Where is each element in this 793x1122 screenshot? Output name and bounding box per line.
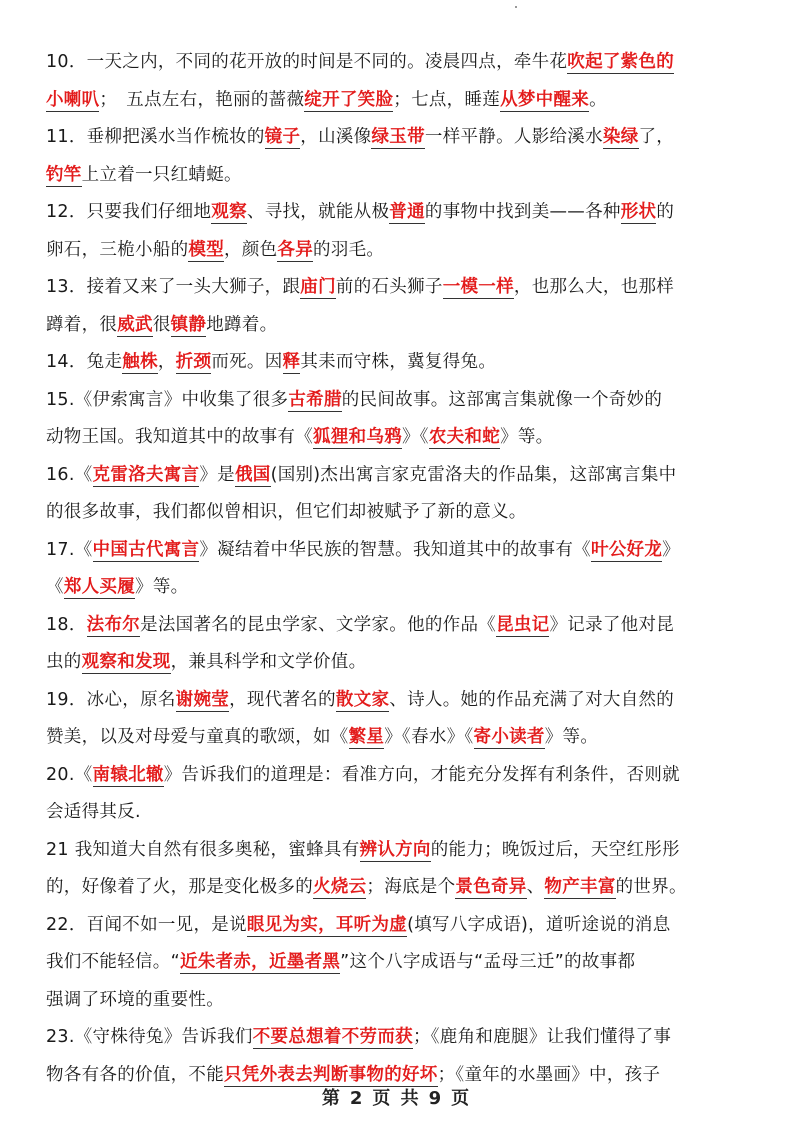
answer-blank: 火烧云 [313,877,367,897]
text-segment: 的民间故事。这部寓言集就像一个奇妙的 [341,389,663,410]
text-segment: ；《鹿角和鹿腿》让我们懂得了事 [412,1027,672,1047]
answer-blank: 古希腊 [288,389,342,410]
text-segment: ， [157,352,176,372]
answer-blank: 眼见为实，耳听为虚 [246,914,408,935]
text-segment: 的羽毛。 [313,239,385,260]
answer-blank: 谢婉莹 [175,689,230,710]
text-segment: 上立着一只红蜻蜓。 [81,164,242,185]
answer-blank: 繁星 [348,727,385,747]
answer-blank: 普通 [389,202,425,222]
text-segment: 10．一天之内，不同的花开放的时间是不同的。凌晨四点，牵牛花 [46,52,568,72]
answer-blank: 模型 [188,239,225,260]
text-line [46,307,752,345]
answer-blank: 折颈 [175,352,212,372]
text-segment: 13．接着又来了一头大狮子，跟 [46,277,301,297]
answer-blank: 绽开了笑脸 [304,89,394,110]
text-segment: 15.《伊索寓言》中收集了很多 [46,389,289,410]
text-segment: 23.《守株待兔》告诉我们 [46,1027,253,1047]
text-segment: 》等。 [135,577,189,597]
answer-blank: 小喇叭 [46,89,100,110]
text-segment: 一样平静。人影给溪水 [424,127,603,147]
text-segment: 19．冰心，原名 [46,689,176,710]
text-segment: 17.《 [46,539,93,560]
answer-blank: 镇静 [170,314,207,335]
text-segment: 而死。因 [211,352,283,372]
text-segment: 《 [46,577,64,597]
answer-blank: 各异 [277,239,314,260]
footer-middle: 页 共 [372,1088,421,1109]
text-segment: ； 五点左右，艳丽的蔷薇 [99,89,305,110]
text-segment: (国别)杰出寓言家克雷洛夫的作品集，这部寓言集中 [270,464,677,485]
answer-blank: 寄小读者 [473,727,545,747]
text-line [46,869,752,907]
answer-blank: 俄国 [234,464,271,485]
text-segment: 赞美，以及对母爱与童真的歌颂，如《 [46,727,349,747]
text-line [46,532,752,570]
answer-blank: 镜子 [264,127,301,147]
text-segment: 》 [662,539,680,560]
text-segment: ，颜色 [224,239,278,260]
text-line [46,644,752,682]
answer-blank: 吹起了紫色的 [567,52,675,72]
text-segment: 的世界。 [615,877,687,897]
text-segment: 很 [152,314,171,335]
text-line [46,157,752,195]
text-segment: 》记录了他对昆 [549,614,675,635]
text-segment: ，也那么大，也那样 [513,277,675,297]
text-segment: 前的石头狮子 [335,277,443,297]
text-line [46,1019,752,1057]
text-line [46,944,752,982]
text-segment: 是法国著名的昆虫学家、文学家。他的作品《 [140,614,497,635]
answer-blank: 克雷洛夫寓言 [92,464,200,485]
answer-blank: 法布尔 [86,614,141,635]
answer-blank: 染绿 [602,127,639,147]
answer-blank: 昆虫记 [496,614,550,635]
answer-blank: 钓竿 [46,164,82,185]
answer-blank: 威武 [117,314,153,335]
text-segment: 11．垂柳把溪水当作梳妆的 [46,127,265,147]
text-line [46,794,752,832]
text-segment: 的事物中找到美——各种 [424,202,621,222]
text-segment: 》是 [199,464,235,485]
answer-blank: 观察 [211,202,247,222]
answer-blank: 不要总想着不劳而获 [252,1027,413,1047]
footer-prefix: 第 [321,1088,342,1109]
answer-blank: 绿玉带 [371,127,425,147]
text-segment: 了， [638,127,675,147]
text-segment: 、诗人。她的作品充满了对大自然的 [389,689,675,710]
text-segment: 22．百闻不如一见，是说 [46,914,247,935]
text-segment: 》等。 [500,427,554,447]
answer-blank: 景色奇异 [455,877,527,897]
text-line [46,494,752,532]
footer-suffix: 页 [451,1088,472,1109]
text-segment: ，山溪像 [300,127,372,147]
text-line [46,419,752,457]
text-segment: ，现代著名的 [229,689,336,710]
answer-blank: 郑人买履 [63,577,136,597]
text-segment: 12．只要我们仔细地 [46,202,212,222]
text-segment: 》《春水》《 [384,727,474,747]
text-segment: 》《 [402,427,429,447]
answer-blank: 观察和发现 [81,652,171,672]
text-line [46,457,752,495]
text-segment: ，兼具科学和文学价值。 [170,652,367,672]
text-segment: ；《童年的水墨画》中，孩子 [437,1064,661,1085]
text-segment: 》等。 [544,727,599,747]
text-segment: 物各有各的价值，不能 [46,1064,224,1085]
answer-blank: 一模一样 [442,277,514,297]
text-line [46,232,752,270]
text-segment: 。 [589,89,607,110]
text-segment: 地蹲着。 [206,314,278,335]
text-segment: 蹲着，很 [46,314,118,335]
answer-blank: 释 [282,352,301,372]
text-line [46,719,752,757]
text-line [46,119,752,157]
text-segment: 的能力；晚饭过后，天空红彤彤 [430,839,680,860]
answer-blank: 庙门 [300,277,336,297]
text-segment: 会适得其反. [46,802,141,822]
scan-mark [515,6,517,8]
text-line [46,569,752,607]
text-line [46,344,752,382]
text-segment: 》告诉我们的道理是：看准方向，才能充分发挥有利条件，否则就 [163,764,680,785]
total-page-count: 9 [428,1088,444,1109]
answer-blank: 狐狸和乌鸦 [313,427,402,447]
text-segment: (填写八字成语)，道听途说的消息 [407,914,671,935]
text-segment: 强调了环境的重要性。 [46,989,224,1010]
text-line [46,832,752,870]
answer-blank: 辨认方向 [359,839,431,860]
text-segment: 我们不能轻信。“ [46,952,180,972]
text-segment: 的很多故事，我们都似曾相识，但它们却被赋予了新的意义。 [46,502,527,522]
text-line [46,194,752,232]
text-line [46,607,752,645]
answer-blank: 近朱者赤，近墨者黑 [179,952,341,972]
answer-blank: 农夫和蛇 [428,427,501,447]
text-segment: 18． [46,614,87,635]
text-line [46,82,752,120]
answer-blank: 触株 [122,352,158,372]
text-segment: ；海底是个 [366,877,456,897]
answer-blank: 南辕北辙 [92,764,164,785]
answer-blank: 只凭外表去判断事物的好坏 [224,1064,438,1085]
text-segment: 动物王国。我知道其中的故事有《 [46,427,313,447]
answer-text-body [46,44,752,1094]
answer-blank: 中国古代寓言 [92,539,200,560]
text-line [46,382,752,420]
text-segment: 20.《 [46,764,93,785]
text-segment: 16.《 [46,464,93,485]
text-segment: 14．兔走 [46,352,123,372]
answer-blank: 散文家 [335,689,390,710]
answer-blank: 形状 [620,202,657,222]
text-line [46,269,752,307]
text-segment: 、寻找，就能从极 [246,202,390,222]
answer-blank: 叶公好龙 [590,539,663,560]
text-segment: ；七点，睡莲 [393,89,501,110]
text-segment: 21 我知道大自然有很多奥秘，蜜蜂具有 [46,839,360,860]
text-line [46,982,752,1020]
text-segment: 的 [656,202,675,222]
text-line [46,682,752,720]
text-line [46,907,752,945]
current-page-number: 2 [349,1088,365,1109]
text-segment: 、 [526,877,545,897]
text-segment: 的，好像着了火，那是变化极多的 [46,877,313,897]
text-line [46,757,752,795]
text-segment: 其耒而守株，冀复得兔。 [300,352,497,372]
text-segment: ”这个八字成语与“孟母三迁”的故事都 [340,952,636,972]
text-line [46,44,752,82]
page-footer [0,1084,793,1110]
answer-blank: 物产丰富 [544,877,616,897]
text-segment: 》凝结着中华民族的智慧。我知道其中的故事有《 [199,539,591,560]
answer-blank: 从梦中醒来 [500,89,590,110]
text-segment: 虫的 [46,652,82,672]
text-segment: 卵石，三桅小船的 [46,239,189,260]
